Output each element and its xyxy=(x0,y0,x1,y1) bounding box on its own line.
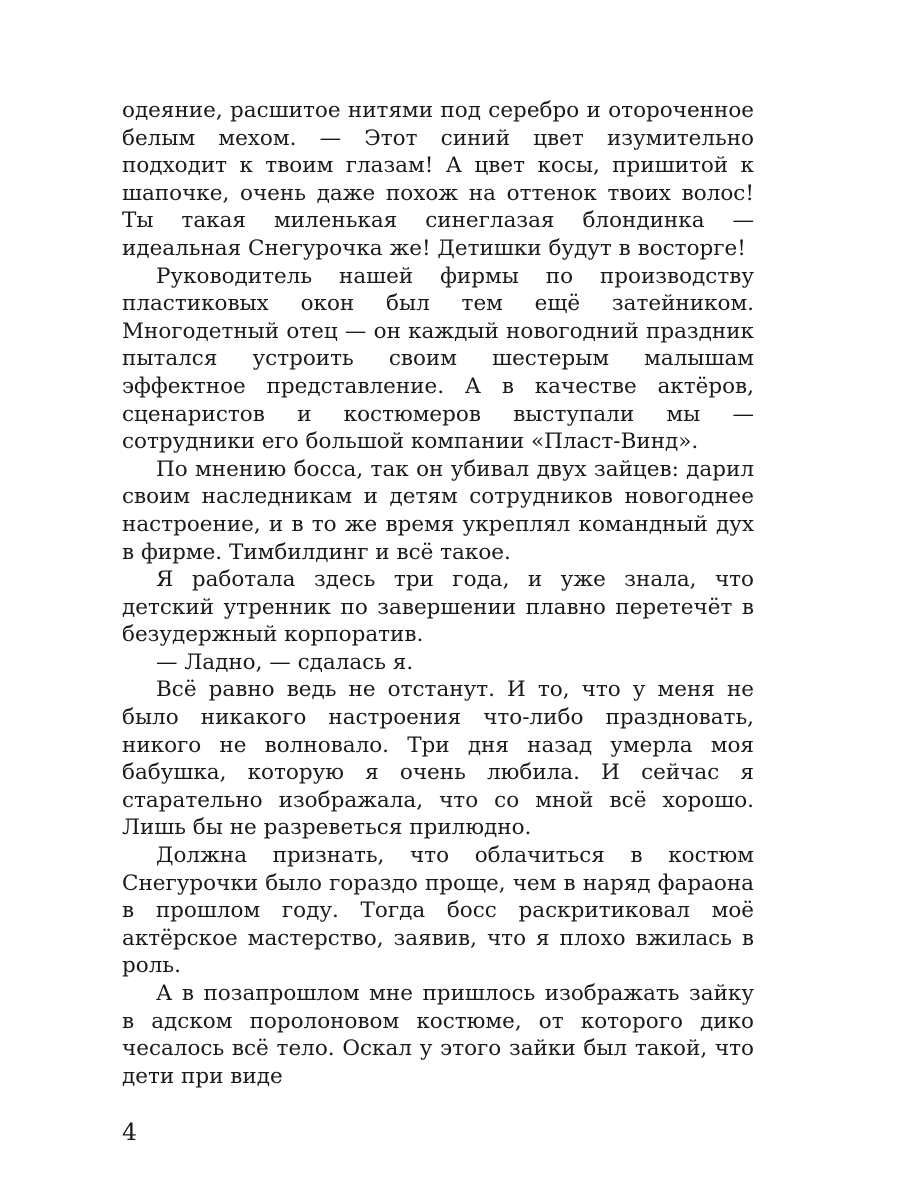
paragraph-1: одеяние, расшитое нитями под серебро и отороченное белым мехом. — Этот синий цвет изумительно подходит к твоим глазам! А цвет косы, пришитой к шапочке, очень даже похож на оттенок твоих волос! Ты такая миленькая синеглазая блондинка — идеальная Снегурочка же! Детишки будут в восторге! xyxy=(122,98,754,261)
paragraph-4: Я работала здесь три года, и уже знала, что детский утренник по завершении плавно перетечёт в безудержный корпоратив. xyxy=(122,567,754,648)
paragraph-6: Всё равно ведь не отстанут. И то, что у меня не было никакого настроения что-либо праздновать, никого не волновало. Три дня назад умерла моя бабушка, которую я очень любила. И сейчас я старательно изображала, что со мной всё хорошо. Лишь бы не разреветься прилюдно. xyxy=(122,677,754,841)
paragraph-7: Должна признать, что облачиться в костюм Снегурочки было гораздо проще, чем в наряд фараона в прошлом году. Тогда босс раскритиковал моё актёрское мастерство, заявив, что я плохо вжилась в роль. xyxy=(122,843,754,979)
page-number: 4 xyxy=(122,1118,137,1146)
paragraph-2: Руководитель нашей фирмы по производству пластиковых окон был тем ещё затейником. Многодетный отец — он каждый новогодний праздник пытался устроить своим шестерым малышам эффектное представление. А в качестве актёров, сценаристов и костюмеров выступали мы — сотрудники его большой компании «Пласт-Винд». xyxy=(122,263,754,455)
paragraph-3: По мнению босса, так он убивал двух зайцев: дарил своим наследникам и детям сотрудников новогоднее настроение, и в то же время укреплял командный дух в фирме. Тимбилдинг и всё такое. xyxy=(122,456,754,565)
paragraph-8: А в позапрошлом мне пришлось изображать зайку в адском поролоновом костюме, от которого дико чесалось всё тело. Оскал у этого зайки был такой, что дети при виде xyxy=(122,981,754,1089)
page-text xyxy=(122,97,754,1090)
paragraph-5-dialogue: — Ладно, — сдалась я. xyxy=(156,649,414,675)
